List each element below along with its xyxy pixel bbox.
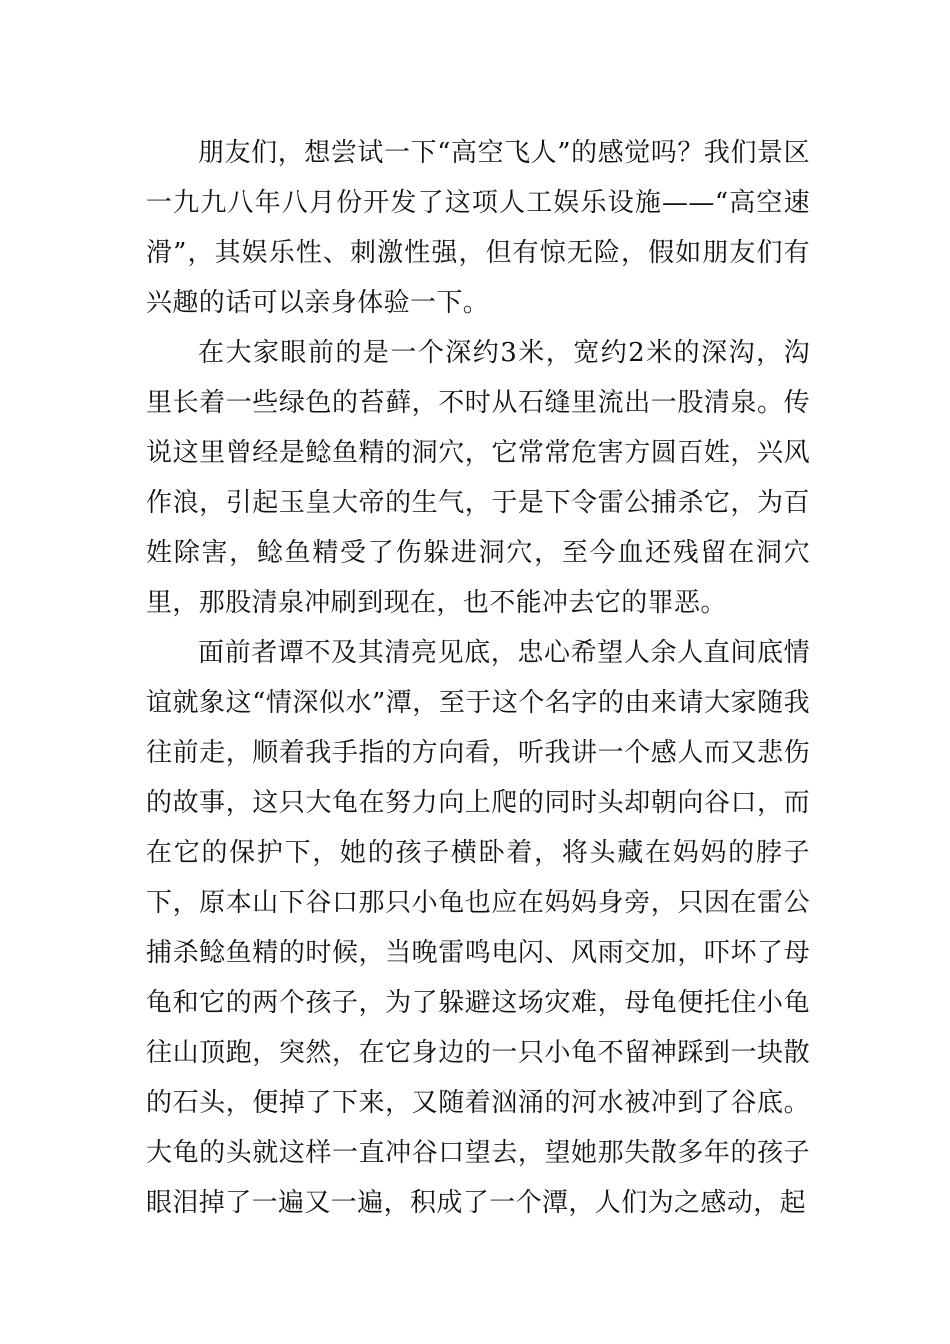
paragraph-1: 朋友们，想尝试一下“高空飞人”的感觉吗？我们景区一九九八年八月份开发了这项人工娱乐设施——“高空速滑”，其娱乐性、刺激性强，但有惊无险，假如朋友们有兴趣的话可以亲身体验一下。 bbox=[146, 138, 810, 318]
paragraph-2: 在大家眼前的是一个深约3米，宽约2米的深沟，沟里长着一些绿色的苔藓，不时从石缝里流出一股清泉。传说这里曾经是鲶鱼精的洞穴，它常常危害方圆百姓，兴风作浪，引起玉皇大帝的生气，于是下令雷公捕杀它，为百姓除害，鲶鱼精受了伤躲进洞穴，至今血还残留在洞穴里，那股清泉冲刷到现在，也不能冲去它的罪恶。 bbox=[146, 338, 810, 618]
paragraph-3: 面前者谭不及其清亮见底，忠心希望人余人直间底情谊就象这“情深似水”潭，至于这个名字的由来请大家随我往前走，顺着我手指的方向看，听我讲一个感人而又悲伤的故事，这只大龟在努力向上爬的同时头却朝向谷口，而在它的保护下，她的孩子横卧着，将头藏在妈妈的脖子下，原本山下谷口那只小龟也应在妈妈身旁，只因在雷公捕杀鲶鱼精的时候，当晚雷鸣电闪、风雨交加，吓坏了母龟和它的两个孩子，为了躲避这场灾难，母龟便托住小龟往山顶跑，突然，在它身边的一只小龟不留神踩到一块散的石头，便掉了下来，又随着汹涌的河水被冲到了谷底。大龟的头就这样一直冲谷口望去，望她那失散多年的孩子眼泪掉了一遍又一遍，积成了一个潭，人们为之感动，起 bbox=[146, 638, 810, 1218]
document-page bbox=[146, 128, 810, 1228]
